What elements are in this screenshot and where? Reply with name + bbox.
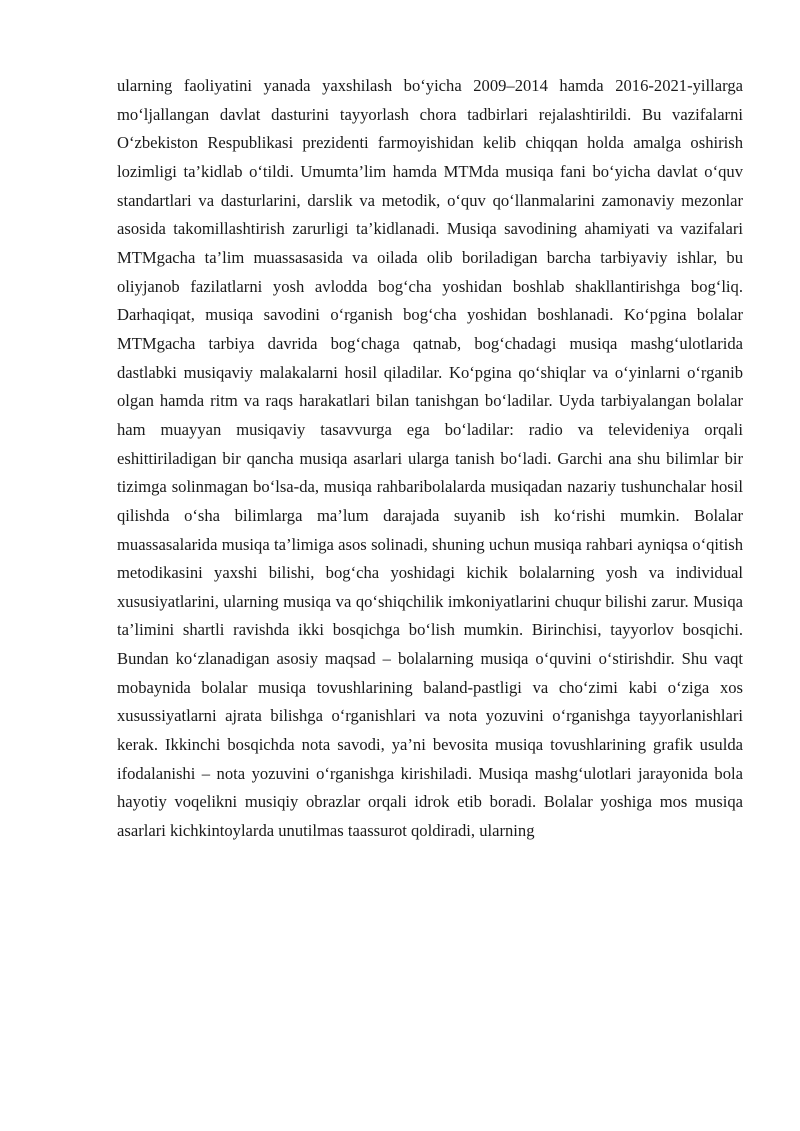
body-paragraph: ularning faoliyatini yanada yaxshilash bo‘yicha 2009–2014 hamda 2016-2021-yillarga mo‘ljallangan davlat dasturini tayyorlash chora tadbirlari rejalashtirildi. Bu vazifalarni O‘zbekiston Respublikasi prezidenti farmoyishidan kelib chiqqan holda amalga oshirish lozimligi ta’kidlab o‘tildi. Umumta’lim hamda MTMda musiqa fani bo‘yicha davlat o‘quv standartlari va dasturlarini, darslik va metodik, o‘quv qo‘llanmalarini zamonaviy mezonlar asosida takomillashtirish zarurligi ta’kidlanadi. Musiqa savodining ahamiyati va vazifalari MTMgacha ta’lim muassasasida va oilada olib boriladigan barcha tarbiyaviy ishlar, bu oliyjanob fazilatlarni yosh avlodda bog‘cha yoshidan boshlab shakllantirishga bog‘liq. Darhaqiqat, musiqa savodini o‘rganish bog‘cha yoshidan boshlanadi. Ko‘pgina bolalar MTMgacha tarbiya davrida bog‘chaga qatnab, bog‘chadagi musiqa mashg‘ulotlarida dastlabki musiqaviy malakalarni hosil qiladilar. Ko‘pgina qo‘shiqlar va o‘yinlarni o‘rganib olgan hamda ritm va raqs harakatlari bilan tanishgan bo‘ladilar. Uyda tarbiyalangan bolalar ham muayyan musiqaviy tasavvurga ega bo‘ladilar: radio va televideniya orqali eshittiriladigan bir qancha musiqa asarlari ularga tanish bo‘ladi. Garchi ana shu bilimlar bir tizimga solinmagan bo‘lsa-da, musiqa rahbaribolalarda musiqadan nazariy tushunchalar hosil qilishda o‘sha bilimlarga ma’lum darajada suyanib ish ko‘rishi mumkin. Bolalar muassasalarida musiqa ta’limiga asos solinadi, shuning uchun musiqa rahbari ayniqsa o‘qitish metodikasini yaxshi bilishi, bog‘cha yoshidagi kichik bolalarning yosh va individual xususiyatlarini, ularning musiqa va qo‘shiqchilik imkoniyatlarini chuqur bilishi zarur. Musiqa ta’limini shartli ravishda ikki bosqichga bo‘lish mumkin. Birinchisi, tayyorlov bosqichi. Bundan ko‘zlanadigan asosiy maqsad – bolalarning musiqa o‘quvini o‘stirishdir. Shu vaqt mobaynida bolalar musiqa tovushlarining baland-pastligi va cho‘zimi kabi o‘ziga xos xusussiyatlarni ajrata bilishga o‘rganishlari va nota yozuvini o‘rganishga tayyorlanishlari kerak. Ikkinchi bosqichda nota savodi, ya’ni bevosita musiqa tovushlarining grafik usulda ifodalanishi – nota yozuvini o‘rganishga kirishiladi. Musiqa mashg‘ulotlari jarayonida bola hayotiy voqelikni musiqiy obrazlar orqali idrok etib boradi. Bolalar yoshiga mos musiqa asarlari kichkintoylarda unutilmas taassurot qoldiradi, ularning [117,76,743,841]
